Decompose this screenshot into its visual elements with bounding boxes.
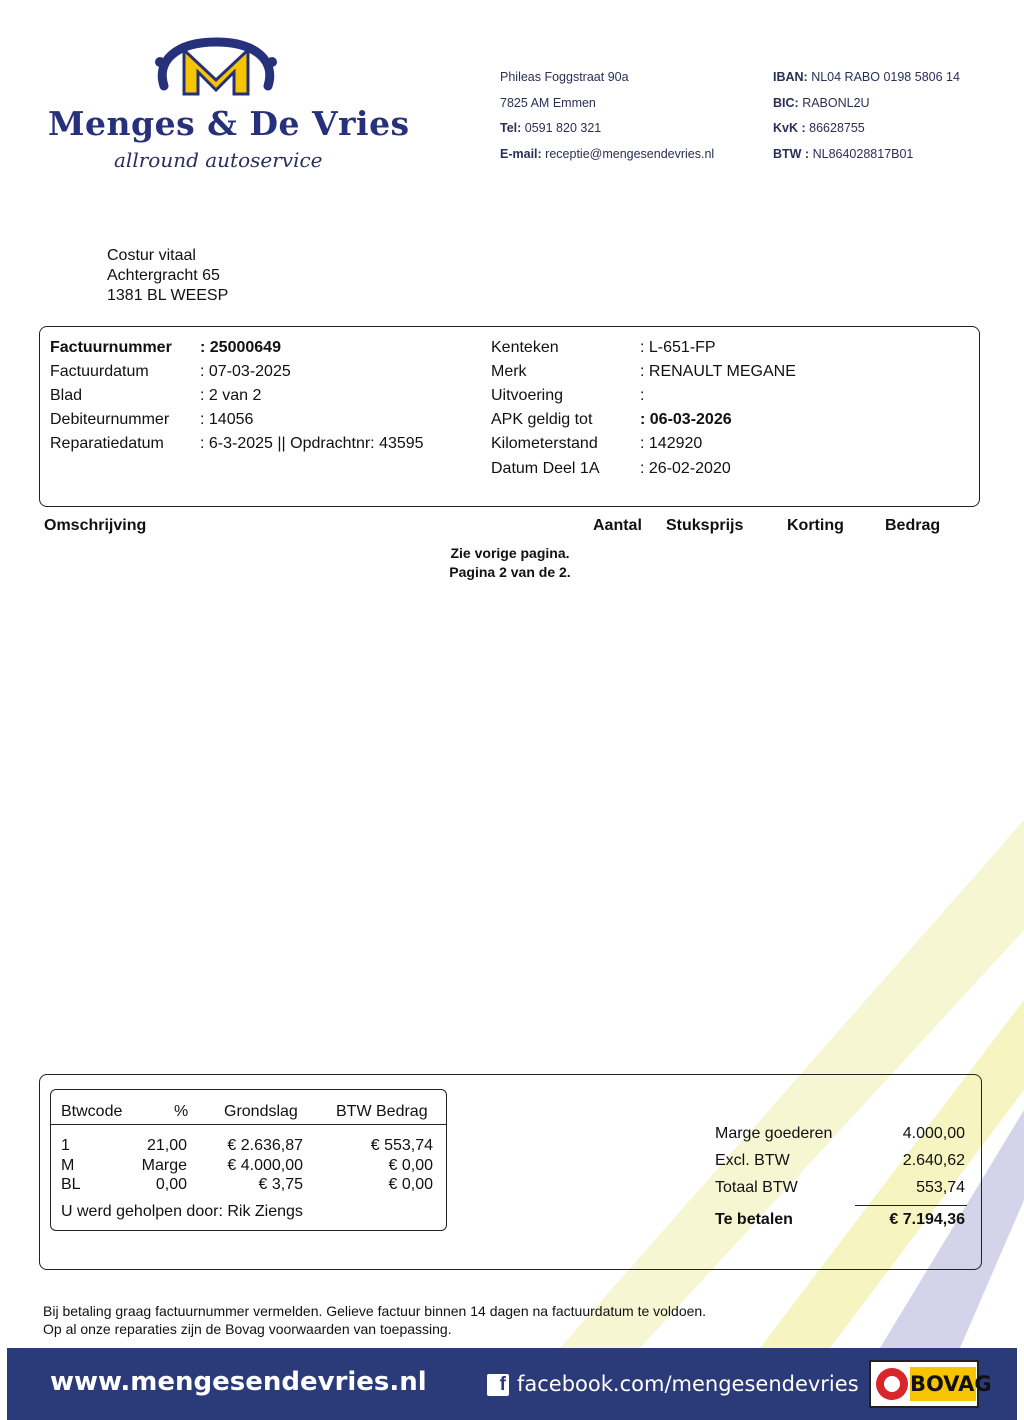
margin-goods-label: Marge goederen <box>715 1125 833 1142</box>
debtor-number-label: Debiteurnummer <box>50 411 170 428</box>
apk-label: APK geldig tot <box>491 411 593 428</box>
bovag-emblem-icon <box>876 1368 908 1400</box>
invoice-date-value: : 07-03-2025 <box>200 363 291 380</box>
mileage-value: : 142920 <box>640 435 703 452</box>
brand-value: : RENAULT MEGANE <box>640 363 796 380</box>
excl-vat-label: Excl. BTW <box>715 1152 790 1169</box>
apk-value: : 06-03-2026 <box>640 411 732 428</box>
page-note: Pagina 2 van de 2. <box>449 564 571 580</box>
vat-row-2-amount: € 0,00 <box>388 1157 433 1174</box>
footer-facebook-link[interactable]: facebook.com/mengesendevries <box>517 1372 859 1396</box>
mileage-label: Kilometerstand <box>491 435 598 452</box>
vat-row-1-amount: € 553,74 <box>370 1137 433 1154</box>
vat-row-1-percent: 21,00 <box>146 1137 187 1154</box>
recipient-name: Costur vitaal <box>107 247 196 264</box>
vat-row-1-base: € 2.636,87 <box>227 1137 303 1154</box>
company-btw: BTW : NL864028817B01 <box>773 146 914 161</box>
bovag-logo <box>869 1360 992 1408</box>
invoice-number-value: : 25000649 <box>200 339 281 356</box>
vat-row-2-code: M <box>61 1157 75 1174</box>
brand-label: Merk <box>491 363 527 380</box>
recipient-address <box>107 246 228 306</box>
vat-header-base: Grondslag <box>224 1103 298 1120</box>
col-header-unit-price: Stuksprijs <box>666 517 744 534</box>
company-email: E-mail: receptie@mengesendevries.nl <box>500 146 715 161</box>
version-label: Uitvoering <box>491 387 564 404</box>
bovag-terms-note: Op al onze reparaties zijn de Bovag voorwaarden van toepassing. <box>43 1321 452 1337</box>
company-logo <box>48 36 410 176</box>
page-value: : 2 van 2 <box>200 387 262 404</box>
footer-website-link[interactable]: www.mengesendevries.nl <box>50 1367 427 1397</box>
total-vat-label: Totaal BTW <box>715 1179 798 1196</box>
date-part1a-label: Datum Deel 1A <box>491 460 600 477</box>
recipient-street: Achtergracht 65 <box>107 267 220 284</box>
page-label: Blad <box>50 387 83 404</box>
company-contact <box>500 65 714 167</box>
excl-vat-value: 2.640,62 <box>902 1152 965 1169</box>
license-plate-label: Kenteken <box>491 339 559 356</box>
invoice-date-label: Factuurdatum <box>50 363 149 380</box>
col-header-quantity: Aantal <box>593 517 642 534</box>
vat-row-2-base: € 4.000,00 <box>227 1157 303 1174</box>
vat-row-3-base: € 3,75 <box>258 1176 303 1193</box>
totals-divider <box>855 1205 967 1206</box>
vat-row-1-code: 1 <box>61 1137 70 1154</box>
helped-by: U werd geholpen door: Rik Ziengs <box>61 1203 303 1220</box>
bovag-wordmark: BOVAG <box>910 1367 976 1401</box>
margin-goods-value: 4.000,00 <box>902 1125 965 1142</box>
amount-due-label: Te betalen <box>715 1211 793 1228</box>
payment-note: Bij betaling graag factuurnummer vermelden. Gelieve factuur binnen 14 dagen na factuurdatum te voldoen. <box>43 1303 707 1319</box>
col-header-discount: Korting <box>787 517 844 534</box>
repair-date-label: Reparatiedatum <box>50 435 164 452</box>
col-header-amount: Bedrag <box>885 517 941 534</box>
company-bic: BIC: RABONL2U <box>773 95 870 110</box>
company-tel: Tel: 0591 820 321 <box>500 121 602 135</box>
vat-header-amount: BTW Bedrag <box>336 1103 428 1120</box>
recipient-city: 1381 BL WEESP <box>107 287 229 304</box>
logo-m-icon <box>146 36 286 100</box>
company-address-line2: 7825 AM Emmen <box>500 95 596 110</box>
version-value: : <box>640 387 645 404</box>
total-vat-value: 553,74 <box>916 1179 965 1196</box>
company-name: Menges & De Vries <box>48 104 410 143</box>
company-bank <box>773 65 960 167</box>
company-kvk: KvK : 86628755 <box>773 121 865 135</box>
invoice-number-label: Factuurnummer <box>50 339 172 356</box>
debtor-number-value: : 14056 <box>200 411 254 428</box>
facebook-icon: f <box>487 1374 509 1396</box>
vat-header-code: Btwcode <box>61 1103 123 1120</box>
vat-header-percent: % <box>174 1103 189 1120</box>
company-address-line1: Phileas Foggstraat 90a <box>500 70 629 84</box>
vat-header-divider <box>51 1124 446 1125</box>
vat-row-2-percent: Marge <box>141 1157 187 1174</box>
company-iban: IBAN: NL04 RABO 0198 5806 14 <box>773 70 960 84</box>
vat-row-3-code: BL <box>61 1176 81 1193</box>
see-previous-note: Zie vorige pagina. <box>450 545 570 561</box>
amount-due-value: € 7.194,36 <box>889 1211 965 1228</box>
date-part1a-value: : 26-02-2020 <box>640 460 731 477</box>
repair-date-value: : 6-3-2025 || Opdrachtnr: 43595 <box>200 435 424 452</box>
company-tagline: allround autoservice <box>114 148 323 172</box>
col-header-description: Omschrijving <box>44 517 147 534</box>
license-plate-value: : L-651-FP <box>640 339 716 356</box>
vat-row-3-amount: € 0,00 <box>388 1176 433 1193</box>
vat-row-3-percent: 0,00 <box>155 1176 187 1193</box>
